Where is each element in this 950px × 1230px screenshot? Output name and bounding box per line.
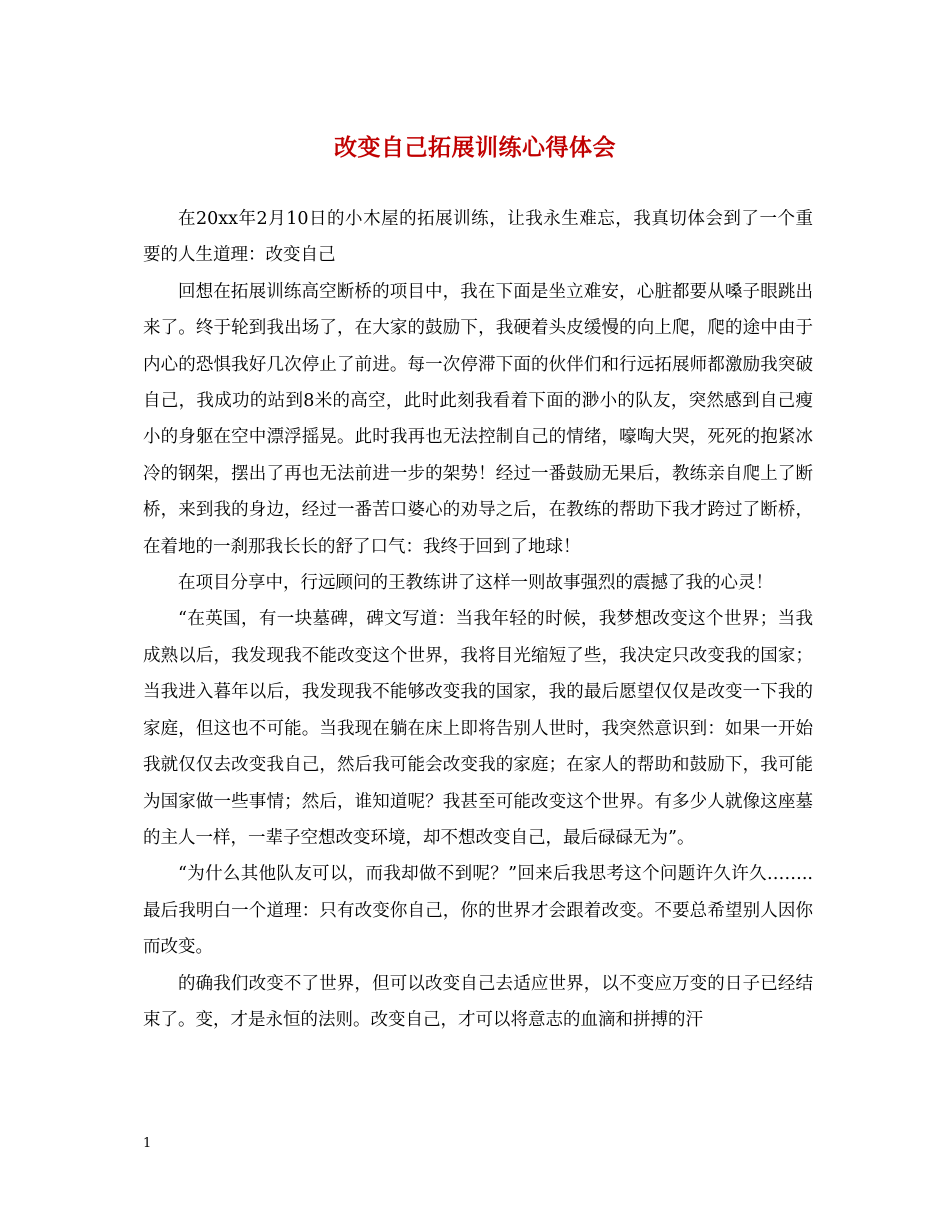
page-number: 1 [143, 1136, 152, 1151]
paragraph: 在20xx年2月10日的小木屋的拓展训练，让我永生难忘，我真切体会到了一个重要的人生道理：改变自己 [143, 209, 813, 266]
paragraph: 在项目分享中，行远顾问的王教练讲了这样一则故事强烈的震撼了我的心灵！ [178, 573, 773, 594]
paragraph: 回想在拓展训练高空断桥的项目中，我在下面是坐立难安，心脏都要从嗓子眼跳出来了。终于轮到我出场了，在大家的鼓励下，我硬着头皮缓慢的向上爬，爬的途中由于内心的恐惧我好几次停止了前进。每一次停滞下面的伙伴们和行远拓展师都激励我突破自己，我成功的站到8米的高空，此时此刻我看着下面的渺小的队友，突然感到自己瘦小的身躯在空中漂浮摇晃。此时我再也无法控制自己的情绪，嚎啕大哭，死死的抱紧冰冷的钢架，摆出了再也无法前进一步的架势！经过一番鼓励无果后，教练亲自爬上了断桥，来到我的身边，经过一番苦口婆心的劝导之后，在教练的帮助下我才跨过了断桥，在着地的一刹那我长长的舒了口气：我终于回到了地球！ [143, 281, 813, 557]
document-body [143, 201, 813, 1038]
paragraph: “在英国，有一块墓碑，碑文写道：当我年轻的时候，我梦想改变这个世界；当我成熟以后，我发现我不能改变这个世界，我将目光缩短了些，我决定只改变我的国家；当我进入暮年以后，我发现我不能够改变我的国家，我的最后愿望仅仅是改变一下我的家庭，但这也不可能。当我现在躺在床上即将告别人世时，我突然意识到：如果一开始我就仅仅去改变我自己，然后我可能会改变我的家庭；在家人的帮助和鼓励下，我可能为国家做一些事情；然后，谁知道呢？我甚至可能改变这个世界。有多少人就像这座墓的主人一样，一辈子空想改变环境，却不想改变自己，最后碌碌无为”。 [143, 609, 813, 848]
paragraph: 的确我们改变不了世界，但可以改变自己去适应世界，以不变应万变的日子已经结束了。变，才是永恒的法则。改变自己，才可以将意志的血滴和拼搏的汗 [143, 973, 813, 1030]
paragraph: “为什么其他队友可以，而我却做不到呢？”回来后我思考这个问题许久许久……..最后我明白一个道理：只有改变你自己，你的世界才会跟着改变。不要总希望别人因你而改变。 [143, 864, 813, 958]
document-title: 改变自己拓展训练心得体会 [334, 134, 616, 161]
